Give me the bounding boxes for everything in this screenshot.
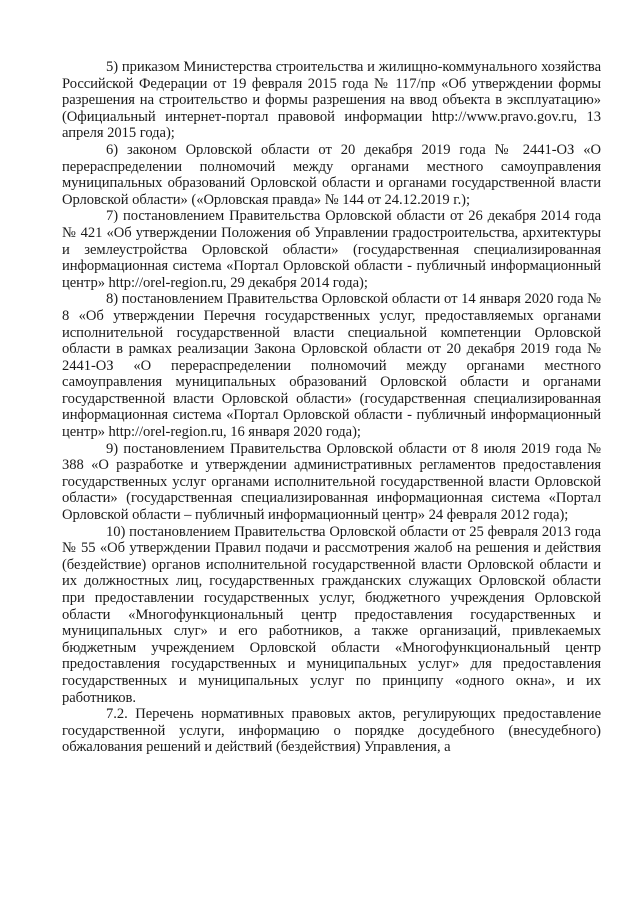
paragraph-section-7-2: 7.2. Перечень нормативных правовых актов, регулирующих предоставление государственной услуги, информацию о порядке досудебного (внесудебного) обжалования решений и действий (бездействия) Управления, а (62, 706, 601, 756)
paragraph-item-7: 7) постановлением Правительства Орловской области от 26 декабря 2014 года № 421 «Об утверждении Положения об Управлении градостроительства, архитектуры и землеустройства Орловской области» (государственная специализированная информационная система «Портал Орловской области - публичный информационный центр» http://orel-region.ru, 29 декабря 2014 года); (62, 208, 601, 291)
paragraph-item-8: 8) постановлением Правительства Орловской области от 14 января 2020 года № 8 «Об утверждении Перечня государственных услуг, предоставляемых органами исполнительной государственной власти специальной компетенции Орловской области в рамках реализации Закона Орловской области от 20 декабря 2019 года № 2441-ОЗ «О перераспределении полномочий между органами местного самоуправления муниципальных образований Орловской области и органами государственной власти Орловской области» (государственная специализированная информационная система «Портал Орловской области - публичный информационный центр» http://orel-region.ru, 16 января 2020 года); (62, 291, 601, 441)
paragraph-item-5: 5) приказом Министерства строительства и жилищно-коммунального хозяйства Российской Федерации от 19 февраля 2015 года № 117/пр «Об утверждении формы разрешения на строительство и формы разрешения на ввод объекта в эксплуатацию» (Официальный интернет-портал правовой информации http://www.pravo.gov.ru, 13 апреля 2015 года); (62, 59, 601, 142)
paragraph-item-9: 9) постановлением Правительства Орловской области от 8 июля 2019 года № 388 «О разработке и утверждении административных регламентов предоставления государственных услуг органами исполнительной государственной власти Орловской области» (государственная специализированная информационная система «Портал Орловской области – публичный информационный центр» 24 февраля 2012 года); (62, 440, 601, 524)
paragraph-item-6: 6) законом Орловской области от 20 декабря 2019 года № 2441-ОЗ «О перераспределении полномочий между органами местного самоуправления муниципальных образований Орловской области и органами государственной власти Орловской области» («Орловская правда» № 144 от 24.12.2019 г.); (62, 141, 601, 208)
document-page (62, 59, 601, 756)
paragraph-item-10: 10) постановлением Правительства Орловской области от 25 февраля 2013 года № 55 «Об утверждении Правил подачи и рассмотрения жалоб на решения и действия (бездействие) органов исполнительной государственной власти Орловской области и их должностных лиц, государственных гражданских служащих Орловской области при предоставлении государственных услуг, бюджетного учреждения Орловской области «Многофункциональный центр предоставления государственных и муниципальных слуг» и его работников, а также организаций, привлекаемых бюджетным учреждением Орловской области «Многофункциональный центр предоставления государственных и муниципальных услуг» для предоставления государственных и муниципальных услуг по принципу «одного окна», и их работников. (62, 523, 601, 706)
